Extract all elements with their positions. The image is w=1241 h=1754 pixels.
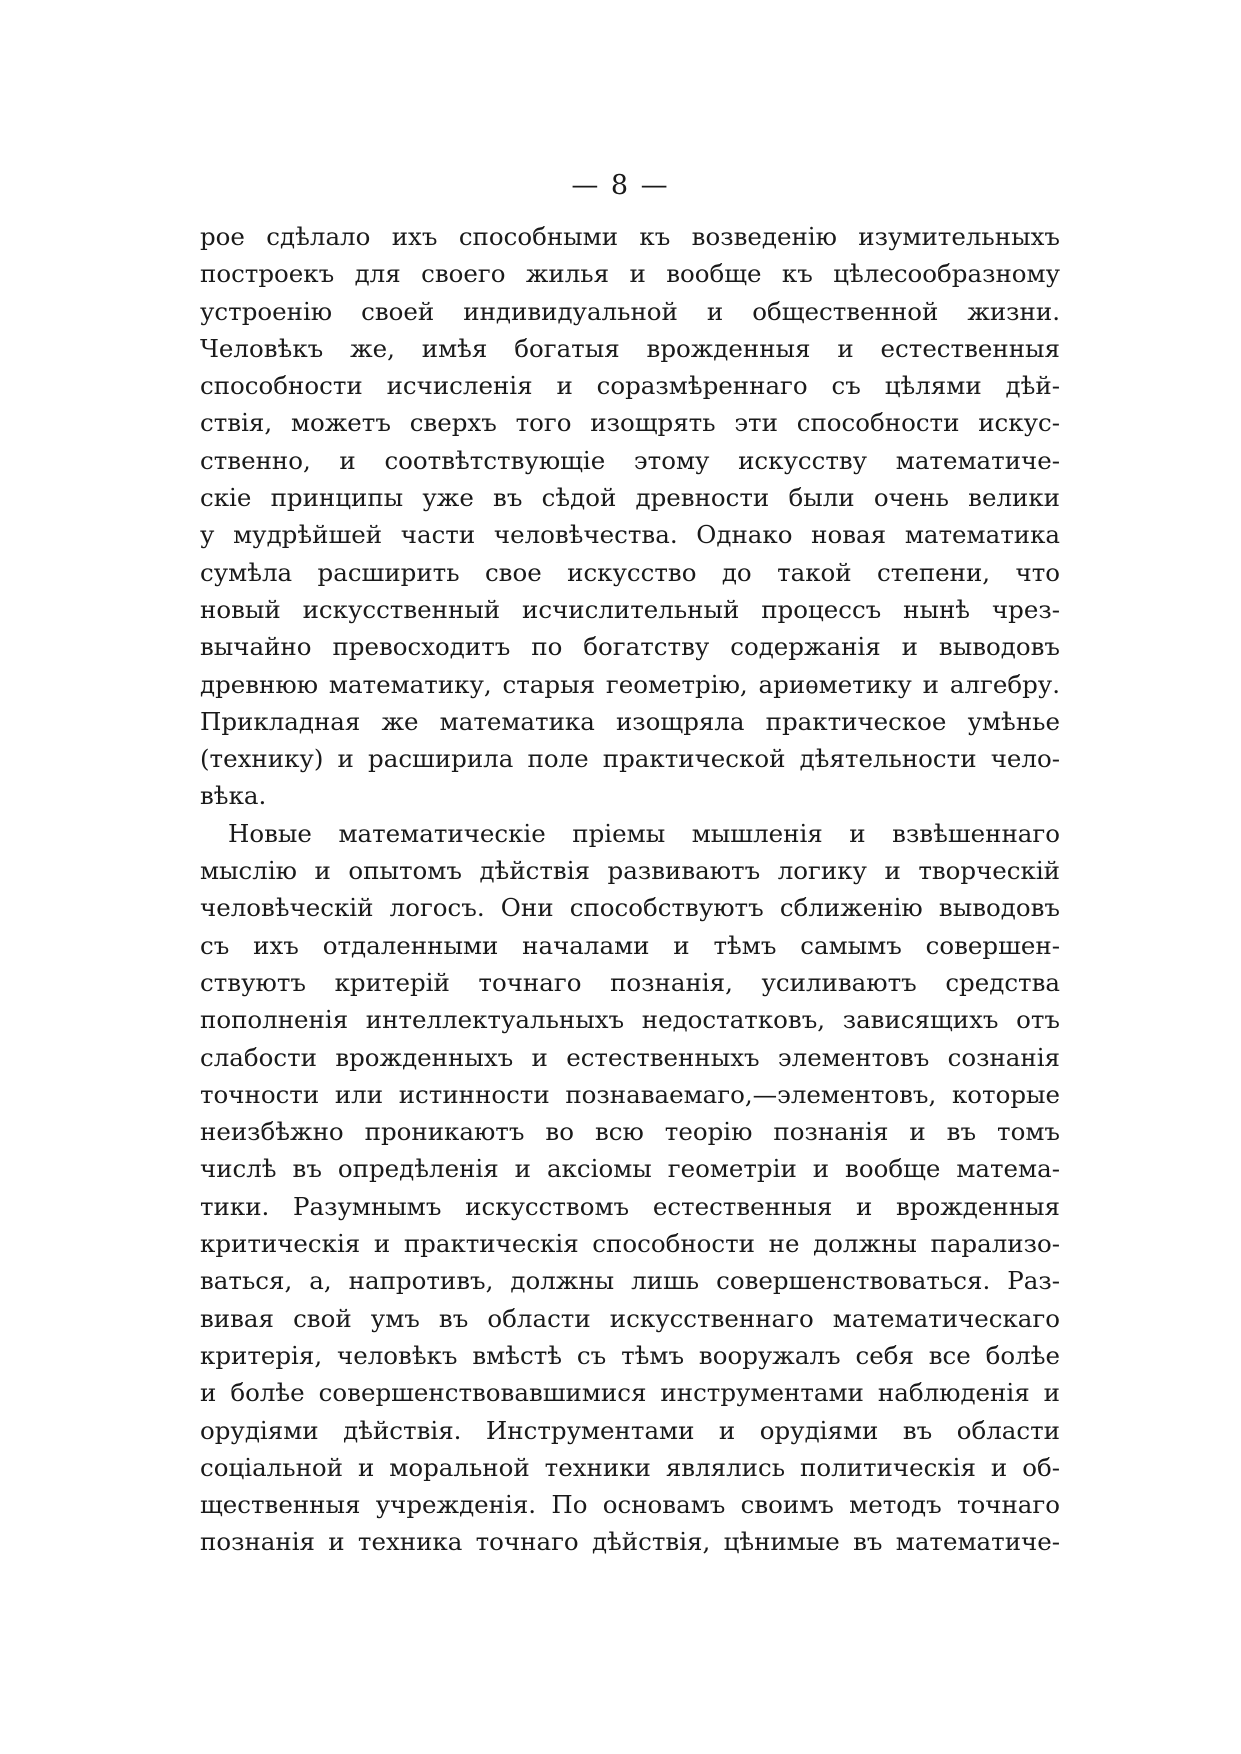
text-line: неизбѣжно проникаютъ во всю теорію познанія и въ томъ (200, 1117, 1060, 1147)
text-line: способности исчисленія и соразмѣреннаго съ цѣлями дѣй- (200, 371, 1060, 401)
text-line: орудіями дѣйствія. Инструментами и орудіями въ области (200, 1415, 1060, 1445)
text-line: рое сдѣлало ихъ способными къ возведенію изумительныхъ (200, 222, 1060, 251)
text-line: и болѣе совершенствовавшимися инструментами наблюденія и (200, 1378, 1060, 1408)
text-line: критическія и практическія способности не должны парализо- (200, 1229, 1060, 1259)
text-line: ствія, можетъ сверхъ того изощрять эти способности искус- (200, 408, 1060, 438)
page-number: — 8 — (571, 170, 670, 201)
text-line: ственно, и соотвѣтствующіе этому искусству математиче- (200, 445, 1060, 475)
text-line: новый искусственный исчислительный процессъ нынѣ чрез- (200, 594, 1060, 624)
text-line: тики. Разумнымъ искусствомъ естественныя и врожденныя (200, 1191, 1060, 1221)
text-line: Новые математическіе пріемы мышленія и взвѣшеннаго (228, 818, 1060, 848)
paragraph-2 (200, 815, 1060, 1561)
text-line: вычайно превосходитъ по богатству содержанія и выводовъ (200, 632, 1060, 662)
text-line: человѣческій логосъ. Они способствуютъ сближенію выводовъ (200, 893, 1060, 923)
text-line: слабости врожденныхъ и естественныхъ элементовъ сознанія (200, 1042, 1060, 1072)
text-line: построекъ для своего жилья и вообще къ цѣлесообразному (200, 259, 1060, 289)
paragraph-1 (200, 218, 1060, 815)
text-line: ствуютъ критерій точнаго познанія, усиливаютъ средства (200, 967, 1060, 997)
text-line: древнюю математику, старыя геометрію, ариѳметику и алгебру. (200, 669, 1060, 699)
text-line: ваться, а, напротивъ, должны лишь совершенствоваться. Раз- (200, 1266, 1060, 1296)
text-line: Прикладная же математика изощряла практическое умѣнье (200, 706, 1060, 736)
text-line: у мудрѣйшей части человѣчества. Однако новая математика (200, 520, 1060, 550)
text-line: вивая свой умъ въ области искусственнаго математическаго (200, 1303, 1060, 1333)
text-line: соціальной и моральной техники являлись политическія и об- (200, 1452, 1060, 1482)
text-line: (технику) и расширила поле практической дѣятельности чело- (200, 744, 1060, 774)
text-line: пополненія интеллектуальныхъ недостатковъ, зависящихъ отъ (200, 1005, 1060, 1035)
text-line: числѣ въ опредѣленія и аксіомы геометріи и вообще матема- (200, 1154, 1060, 1184)
text-line: вѣка. (200, 781, 267, 811)
text-line: щественныя учрежденія. По основамъ своимъ методъ точнаго (200, 1490, 1060, 1520)
text-line: точности или истинности познаваемаго,—элементовъ, которые (200, 1079, 1060, 1109)
text-line: сумѣла расширить свое искусство до такой степени, что (200, 557, 1060, 587)
text-line: мыслію и опытомъ дѣйствія развиваютъ логику и творческій (200, 856, 1060, 886)
text-line: скіе принципы уже въ сѣдой древности были очень велики (200, 483, 1060, 513)
body-text (200, 218, 1060, 1561)
text-line: Человѣкъ же, имѣя богатыя врожденныя и естественныя (200, 333, 1060, 363)
text-line: познанія и техника точнаго дѣйствія, цѣнимые въ математиче- (200, 1527, 1060, 1557)
text-line: съ ихъ отдаленными началами и тѣмъ самымъ совершен- (200, 930, 1060, 960)
text-line: устроенію своей индивидуальной и общественной жизни. (200, 296, 1060, 326)
text-line: критерія, человѣкъ вмѣстѣ съ тѣмъ вооружалъ себя все болѣе (200, 1340, 1060, 1370)
